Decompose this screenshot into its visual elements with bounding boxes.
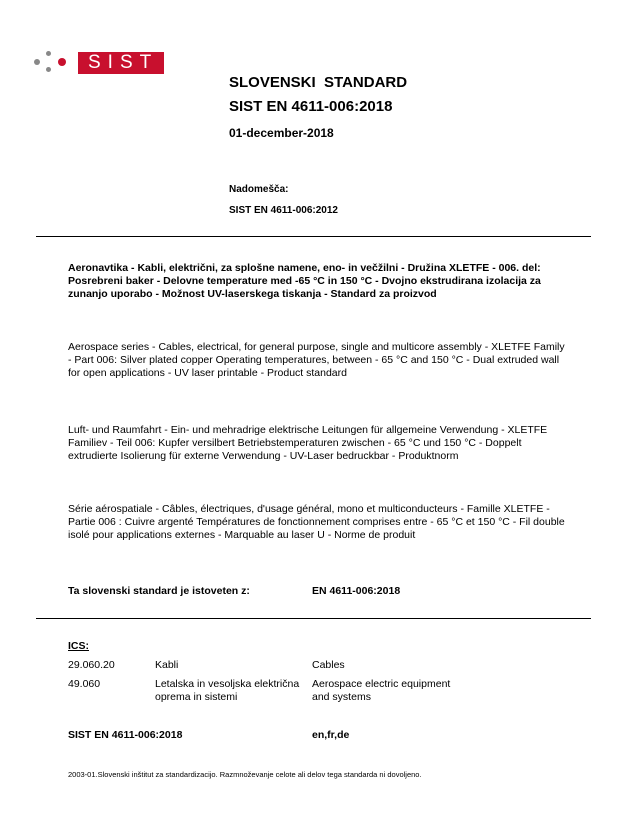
copyright-notice: 2003-01.Slovenski inštitut za standardizacijo. Razmnoževanje celote ali delov tega standarda ni dovoljeno. (68, 770, 422, 779)
supersedes-label: Nadomešča: (229, 184, 289, 195)
standard-number: SIST EN 4611-006:2018 (229, 98, 393, 115)
ics-name-en: Aerospace electric equipment and systems (312, 678, 451, 703)
identical-label: Ta slovenski standard je istoveten z: (68, 585, 250, 597)
standard-heading: SLOVENSKI STANDARD (229, 74, 408, 91)
title-english: Aerospace series - Cables, electrical, for general purpose, single and multicore assembly - XLETFE Family - Part 006: Silver plated copper Operating temperatures, between - 65 °C and 150 °C - Dual extruded wall for open applications - UV laser printable - Product standard (68, 341, 565, 379)
divider (36, 618, 591, 619)
footer-languages: en,fr,de (312, 729, 350, 741)
ics-code: 49.060 (68, 678, 101, 690)
title-french: Série aérospatiale - Câbles, électriques, d'usage général, mono et multiconducteurs - Famille XLETFE - Partie 006 : Cuivre argenté Températures de fonctionnement comprises entre - 65 °C et 150 °C - Fil double isolé pour applications externes - Marquable au laser U - Norme de produit (68, 503, 565, 541)
ics-name-sl: Letalska in vesoljska električna oprema in sistemi (155, 678, 300, 703)
footer-code: SIST EN 4611-006:2018 (68, 729, 183, 741)
identical-value: EN 4611-006:2018 (312, 585, 401, 597)
ics-code: 29.060.20 (68, 659, 115, 671)
logo-text: SIST (78, 52, 164, 74)
ics-title: ICS: (68, 640, 89, 652)
title-german: Luft- und Raumfahrt - Ein- und mehradrige elektrische Leitungen für allgemeine Verwendung - XLETFE Familiev - Teil 006: Kupfer versilbert Betriebstemperaturen zwischen - 65 °C und 150 °C - Doppelt extrudierte Isolierung für externe Verwendung - UV-Laser bedruckbar - Produktnorm (68, 424, 548, 462)
ics-name-en: Cables (312, 659, 345, 671)
supersedes-value: SIST EN 4611-006:2012 (229, 205, 338, 216)
title-slovenian: Aeronavtika - Kabli, električni, za splošne namene, eno- in večžilni - Družina XLETFE - 006. del: Posrebreni baker - Delovne temperature med -65 °C in 150 °C - Dvojno ekstrudirana izolacija za zunanjo uporabo - Možnost UV-laserskega tiskanja - Standard za proizvod (68, 262, 541, 300)
logo-dots-icon (34, 45, 74, 75)
ics-name-sl: Kabli (155, 659, 179, 671)
standard-date: 01-december-2018 (229, 126, 334, 140)
divider (36, 236, 591, 237)
